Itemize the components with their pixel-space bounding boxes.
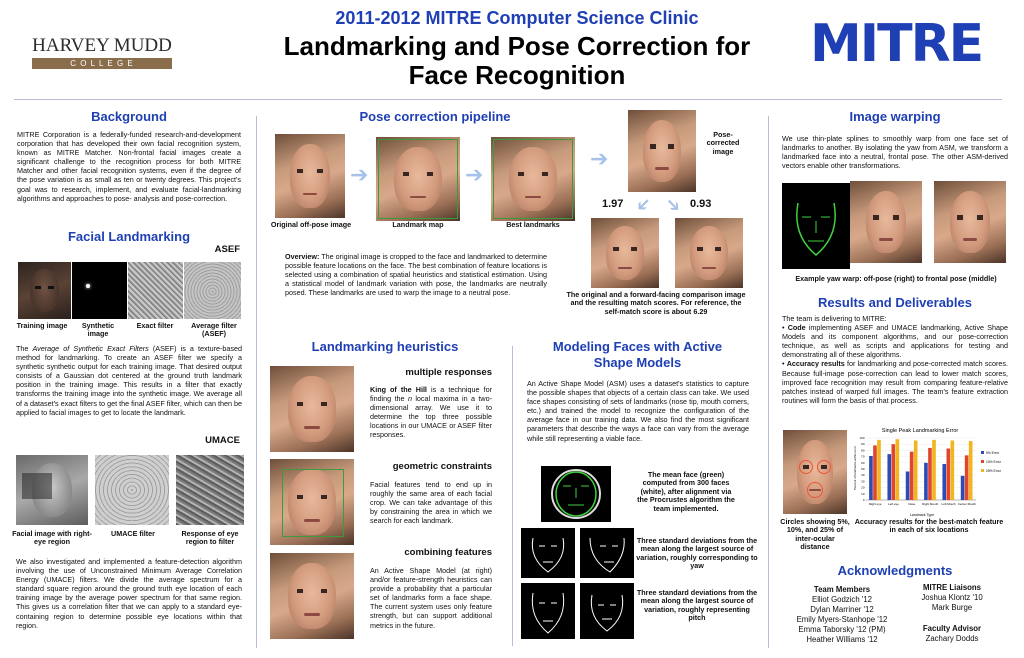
chart-xtick-label: Center Mouth xyxy=(957,502,976,506)
team-member: Emma Taborsky '12 (PM) xyxy=(798,625,886,634)
umace-text: We also investigated and implemented a feature-detection algorithm involving the use of Unconstrained Minimum Average Correlation Energy (UMACE) filters. We divide the average spectrum for a standard square region around the ground truth eye location of each training image by the average power spectrum for that same region. This gives us a correlation filter that we can apply to a standard eye-containing region to determine possible eye locations within that region. xyxy=(16,557,242,630)
chart-xtick-label: Left eye xyxy=(888,502,899,506)
chart-bar xyxy=(969,441,973,500)
team-member: Heather Williams '12 xyxy=(806,635,878,644)
warping-text: We use thin-plate splines to smoothly warp from one face set of landmarks to another. By isolating the yaw from ASM, we transform a landmarked face into a neutral, frontal pose. The other ASM-derived vectors enable other transformations. xyxy=(782,134,1008,171)
liaison: Mark Burge xyxy=(931,603,973,612)
chart-legend-swatch xyxy=(981,451,984,454)
chart-xtick-label: Right eye xyxy=(868,502,882,506)
chart-ytick-label: 10 xyxy=(861,491,865,496)
acknowledgments-heading: Acknowledgments xyxy=(837,563,953,578)
heuristics-face-2 xyxy=(270,459,354,545)
chart-ytick-label: 80 xyxy=(861,448,865,453)
umace-label: UMACE xyxy=(205,435,240,446)
mitre-liaisons xyxy=(900,583,1004,644)
chart-ytick-label: 70 xyxy=(861,454,865,459)
liaisons-title: MITRE Liaisons xyxy=(922,583,982,592)
chart-xtick-label: Right Mouth xyxy=(922,502,939,506)
chart-ytick-label: 20 xyxy=(861,485,865,490)
warp-frontal-image xyxy=(850,181,922,263)
chart-bar xyxy=(946,449,950,500)
pipeline-caption: Landmark map xyxy=(392,220,444,229)
chart-bar xyxy=(891,444,895,500)
advisor-title: Faculty Advisor xyxy=(922,624,982,633)
synthetic-image xyxy=(72,262,127,319)
poster-title-line2: Face Recognition xyxy=(408,60,626,90)
multiple-text-pre: is a technique for finding the xyxy=(370,385,492,404)
heuristics-face-1 xyxy=(270,366,354,452)
column-divider xyxy=(768,116,769,648)
landmark-map-image xyxy=(376,137,460,221)
asm-heading-line2: Shape Models xyxy=(593,355,682,370)
pipeline-heading: Pose correction pipeline xyxy=(359,109,511,124)
multiple-responses-title: multiple responses xyxy=(405,367,492,378)
arrow-down-left-icon: ➔ xyxy=(631,192,656,218)
chart-bar xyxy=(887,454,891,500)
results-bullet-code: • Code implementing ASEF and UMACE landmarking, Active Shape Models and its component algorithms, and our pose-correction technique, as well as scripts and applications for testing and demonstrating all of these algorithms. xyxy=(782,323,1009,360)
circles-face-image xyxy=(783,430,847,514)
comparison-caption: The original and a forward-facing comparison image and the resulting match scores. For reference, the self-match score is about 6.29 xyxy=(566,290,746,316)
pipeline-caption: Original off-pose image xyxy=(270,220,352,229)
hmc-logo-bottom: C O L L E G E xyxy=(32,58,172,69)
asef-text-em: Average of Synthetic Exact Filters xyxy=(32,344,149,353)
combining-features-text: An Active Shape Model (at right) and/or feature-strength heuristics can provide a probability that a particular set of landmarks form a face shape. The current system uses only feature strength, but can support additional metrics in the future. xyxy=(370,566,492,630)
hmc-logo-top: HARVEY MUDD xyxy=(32,35,172,56)
asm-heading xyxy=(525,339,750,371)
mean-face-image xyxy=(541,466,611,522)
asm-text: An Active Shape Model (ASM) uses a dataset's statistics to capture the possible shapes that objects of a certain class can take. We used face shapes consisting of sets of landmarks (nose tip, mouth corners, etc.) and trained the model to recognize the configuration of the average face in our training data. We also find the most significant parameters that describe the ways a face can vary from the average while still representing a viable face. xyxy=(527,379,749,443)
chart-ytick-label: 40 xyxy=(861,473,865,478)
chart-ytick-label: 90 xyxy=(861,442,865,447)
arrow-icon: ➔ xyxy=(350,162,369,187)
results-intro: The team is delivering to MITRE: xyxy=(782,314,887,323)
chart-bar xyxy=(961,476,965,500)
background-text: MITRE Corporation is a federally-funded research-and-development corporation that has developed their own facial recognition system, known as MITRE Matcher. Non-frontal facial images create a significant challenge to the recognition process for both MITRE Matcher and other facial recognition systems, even if the degree of the pose variation is as small as ten or twenty degrees. This project's goal was to research, implement, and evaluate facial-landmarking algorithms and approaches to pose- analysis and pose-correction. xyxy=(17,130,241,203)
circles-caption: Circles showing 5%, 10%, and 25% of inter-ocular distance xyxy=(780,517,850,552)
poster-title xyxy=(250,32,784,90)
pitch-caption: Three standard deviations from the mean along the largest source of variation, roughly representing pitch xyxy=(636,588,758,623)
overview-body: The original image is cropped to the face and landmarked to determine possible feature locations on the face. The best combination of feature locations is selected using a combination of spatial heuristics and statistical estimation. Using a statistical model of landmark variation with pose, the landmarks are neutrally posed. These landmarks are used to warp the image to a neutral pose. xyxy=(285,252,547,298)
asef-caption: Average filter (ASEF) xyxy=(191,321,237,339)
team-members xyxy=(780,585,904,645)
team-member: Dylan Marriner '12 xyxy=(810,605,874,614)
mitre-logo: MITRE xyxy=(810,14,983,74)
bullet1-text: implementing ASEF and UMACE landmarking, Active Shape Models and its component algorithms, and our pose-correction technique, as well as scripts and applications for testing and demonstrating all of these algorithms. xyxy=(782,323,1009,360)
chart-bar xyxy=(965,455,969,500)
advisor: Zachary Dodds xyxy=(925,634,979,643)
chart-bar xyxy=(928,448,932,500)
asef-caption: Synthetic image xyxy=(81,321,115,339)
yaw-caption: Three standard deviations from the mean along the largest source of variation, roughly corresponding to yaw xyxy=(636,536,758,571)
average-filter-image xyxy=(184,262,241,319)
accuracy-caption: Accuracy results for the best-match feature in each of six locations xyxy=(854,517,1004,535)
asef-label: ASEF xyxy=(214,244,240,255)
bullet2-text: for landmarking and pose-corrected match scores. Because full-image pose-correction can lead to lower match scores, improved face recognition may result from comparing feature-relative patches instead of warped full images. The team's feature extraction routines will form the basis of that process. xyxy=(782,359,1008,405)
umace-caption: UMACE filter xyxy=(111,529,155,538)
multiple-text-post: local maxima in a two-dimensional array. We use it to determine the top three possible locations in our UMACE or ASEF filter responses. xyxy=(370,394,492,440)
results-bullet-accuracy: • Accuracy results for landmarking and pose-corrected match scores. Because full-image pose-correction can lead to lower match scores, improved face recognition may result from comparing feature-relative patches instead of warped full images. The team's feature extraction routines will form the basis of that process. xyxy=(782,359,1008,405)
chart-legend-swatch xyxy=(981,469,984,472)
comparison-frontal-image xyxy=(675,218,743,288)
chart-ytick-label: 60 xyxy=(861,460,865,465)
pitch-mesh-2 xyxy=(580,583,634,639)
heuristics-heading: Landmarking heuristics xyxy=(311,339,459,354)
bullet1-label: Code xyxy=(787,323,806,333)
warping-heading: Image warping xyxy=(849,109,941,124)
chart-legend-label: 5% Error xyxy=(986,451,1000,455)
multiple-text-n: n xyxy=(407,394,412,404)
chart-bar xyxy=(932,440,936,500)
umace-response-image xyxy=(176,455,244,525)
team-title: Team Members xyxy=(813,585,871,594)
heuristics-face-3 xyxy=(270,553,354,639)
training-image xyxy=(18,262,71,319)
overview-label: Overview: xyxy=(285,252,320,261)
chart-ytick-label: 0 xyxy=(862,498,865,502)
exact-filter-image xyxy=(128,262,183,319)
chart-bar xyxy=(869,456,873,500)
results-heading: Results and Deliverables xyxy=(818,295,972,310)
arrow-down-right-icon: ➔ xyxy=(661,192,686,218)
hmc-logo xyxy=(32,36,172,70)
team-member: Emily Myers-Stanhope '12 xyxy=(796,615,888,624)
chart-legend-label: 25% Error xyxy=(986,469,1001,473)
chart-bar xyxy=(906,471,910,500)
chart-ylabel: Percent of landmarks within error xyxy=(853,445,857,491)
clinic-title: 2011-2012 MITRE Computer Science Clinic xyxy=(335,8,699,28)
chart-bar xyxy=(877,440,881,500)
chart-xtick-label: Nose xyxy=(908,502,916,506)
asef-caption: Training image xyxy=(16,321,68,330)
pose-corrected-image xyxy=(628,110,696,192)
yaw-mesh-1 xyxy=(521,528,575,578)
column-divider xyxy=(256,116,257,648)
yaw-mesh-2 xyxy=(580,528,634,578)
chart-bar xyxy=(910,452,914,500)
bullet2-label: Accuracy results xyxy=(786,359,845,369)
chart-bar xyxy=(924,463,928,500)
warping-caption: Example yaw warp: off-pose (right) to frontal pose (middle) xyxy=(795,274,997,283)
overview-text xyxy=(285,252,547,297)
score-right: 0.93 xyxy=(690,198,712,210)
geometric-constraints-text: Facial features tend to end up in roughly the same area of each facial crop. We can take advantage of this by constraining the area in which we search for each landmark. xyxy=(370,480,492,526)
chart-legend-label: 10% Error xyxy=(986,460,1001,464)
column-divider xyxy=(512,346,513,646)
chart-title: Single Peak Landmarking Error xyxy=(881,428,959,434)
comparison-original-image xyxy=(591,218,659,288)
asef-text-pre: The xyxy=(16,344,33,353)
chart-bar xyxy=(873,445,877,500)
pipeline-caption: Best landmarks xyxy=(506,220,560,229)
mean-face-caption: The mean face (green) computed from 300 faces (white), after alignment via the Procrustes algorithm the team implemented. xyxy=(637,470,735,513)
liaison: Joshua Klontz '10 xyxy=(921,593,983,602)
team-member: Elliot Godzich '12 xyxy=(812,595,872,604)
chart-xtick-label: Left Mouth xyxy=(941,502,956,506)
score-left: 1.97 xyxy=(602,198,624,210)
multiple-responses-text xyxy=(370,385,492,440)
warp-landmark-image xyxy=(782,183,850,269)
arrow-icon: ➔ xyxy=(590,146,609,171)
asef-text xyxy=(16,344,242,417)
chart-bar xyxy=(914,440,918,500)
chart-ytick-label: 100 xyxy=(859,436,865,440)
chart-legend-swatch xyxy=(981,460,984,463)
original-off-pose-image xyxy=(275,134,345,218)
poster-title-line1: Landmarking and Pose Correction for xyxy=(283,31,751,61)
asef-caption: Exact filter xyxy=(136,321,174,330)
arrow-icon: ➔ xyxy=(465,162,484,187)
chart-bar xyxy=(942,464,946,500)
umace-filter-image xyxy=(95,455,169,525)
results-text xyxy=(782,314,1008,405)
header-divider xyxy=(14,99,1002,100)
background-heading: Background xyxy=(91,109,167,124)
chart-bar xyxy=(896,439,900,500)
umace-caption: Response of eye region to filter xyxy=(181,529,239,547)
king-of-the-hill: King of the Hill xyxy=(370,385,427,394)
umace-face-image xyxy=(16,455,88,525)
umace-caption: Facial image with right-eye region xyxy=(12,529,92,547)
asm-heading-line1: Modeling Faces with Active xyxy=(552,339,723,354)
asef-text-post: (ASEF) is a texture-based method for landmarking. To create an ASEF filter we specify a synthetic synthetic output for each training image. That desired output consists of a Gaussian dot centered at the ground truth landmark position in the training image. This results in a filter that exactly transforms the training image into the synthetic image. We average all of a dataset's exact filters to get the final ASEF filter, which can then be applied to facial images to get to locate the landmark. xyxy=(16,344,242,417)
pose-corrected-caption: Pose-corrected image xyxy=(706,130,740,156)
accuracy-chart xyxy=(850,424,1012,518)
facial-landmarking-heading: Facial Landmarking xyxy=(67,229,191,244)
combining-features-title: combining features xyxy=(404,547,492,558)
chart-ytick-label: 30 xyxy=(861,479,865,484)
best-landmarks-image xyxy=(491,137,575,221)
warp-offpose-image xyxy=(934,181,1006,263)
geometric-constraints-title: geometric constraints xyxy=(392,461,492,472)
chart-xlabel: Landmark Type xyxy=(909,513,935,517)
pitch-mesh-1 xyxy=(521,583,575,639)
chart-ytick-label: 50 xyxy=(861,467,865,471)
chart-bar xyxy=(951,440,955,500)
